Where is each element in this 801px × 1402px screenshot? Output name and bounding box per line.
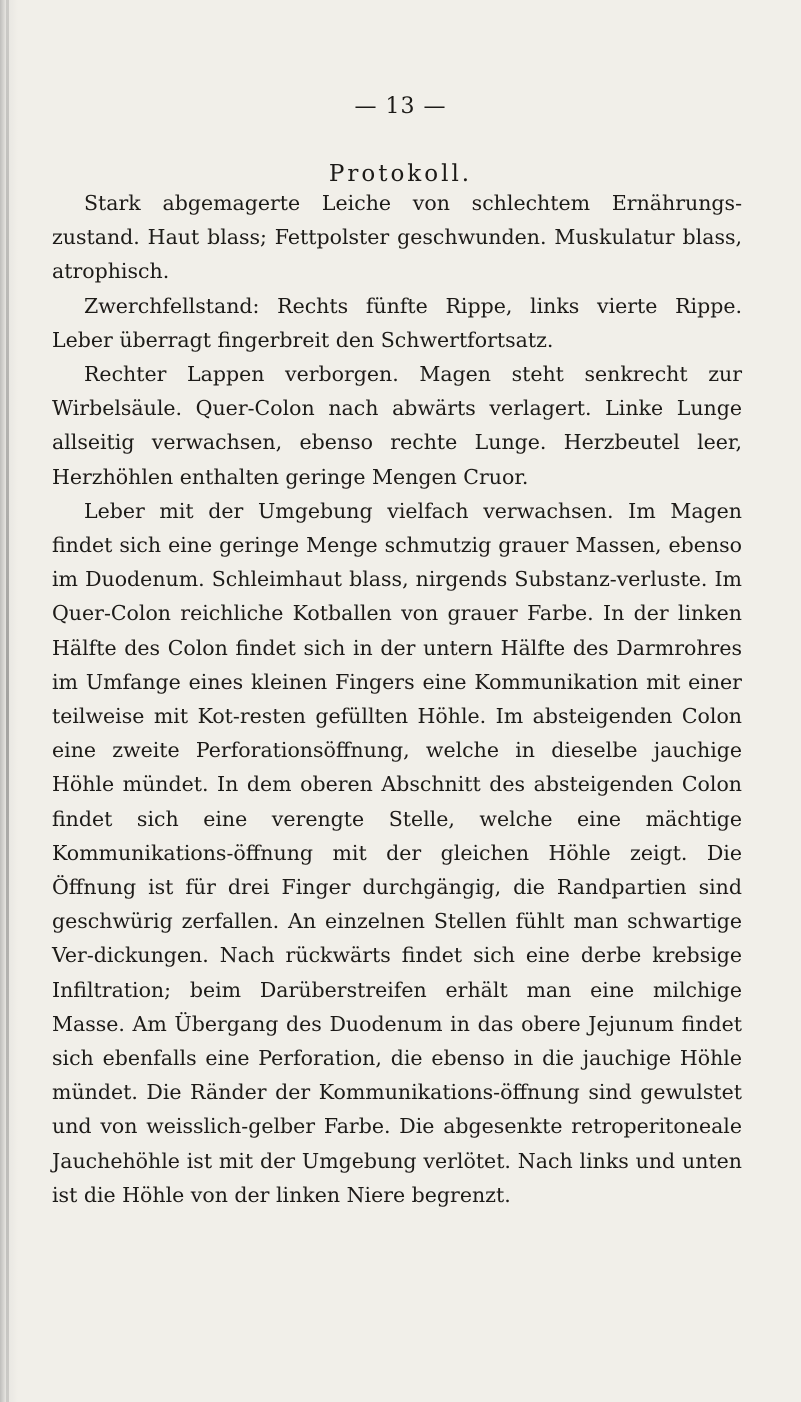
paragraph: Stark abgemagerte Leiche von schlechtem Ernährungs-zustand. Haut blass; Fettpolster geschwunden. Muskulatur blass, atrophisch. (52, 191, 742, 284)
paragraph: Leber mit der Umgebung vielfach verwachsen. Im Magen findet sich eine geringe Menge schmutzig grauer Massen, ebenso im Duodenum. Schleimhaut blass, nirgends Substanz-verluste. Im Quer-Colon reichliche Kotballen von grauer Farbe. In der linken Hälfte des Colon findet sich in der untern Hälfte des Darmrohres im Umfange eines kleinen Fingers eine Kommunikation mit einer teilweise mit Kot-resten gefüllten Höhle. Im absteigenden Colon eine zweite Perforationsöffnung, welche in dieselbe jauchige Höhle mündet. In dem oberen Abschnitt des absteigenden Colon findet sich eine verengte Stelle, welche eine mächtige Kommunikations-öffnung mit der gleichen Höhle zeigt. Die Öffnung ist für drei Finger durchgängig, die Randpartien sind geschwürig zerfallen. An einzelnen Stellen fühlt man schwartige Ver-dickungen. Nach rückwärts findet sich eine derbe krebsige Infiltration; beim Darüberstreifen erhält man eine milchige Masse. Am Übergang des Duodenum in das obere Jejunum findet sich ebenfalls eine Perforation, die ebenso in die jauchige Höhle mündet. Die Ränder der Kommunikations-öffnung sind gewulstet und von weisslich-gelber Farbe. Die abgesenkte retroperitoneale Jauchehöhle ist mit der Umgebung verlötet. Nach links und unten ist die Höhle von der linken Niere begrenzt. (52, 498, 742, 1207)
page-binding-edge (6, 0, 9, 1402)
paragraph: Zwerchfellstand: Rechts fünfte Rippe, links vierte Rippe. Leber überragt fingerbreit den Schwertfortsatz. (52, 293, 742, 352)
page-number: — 13 — (354, 94, 447, 119)
paragraph: Rechter Lappen verborgen. Magen steht senkrecht zur Wirbelsäule. Quer-Colon nach abwärts verlagert. Linke Lunge allseitig verwachsen, ebenso rechte Lunge. Herzbeutel leer, Herzhöhlen enthalten geringe Mengen Cruor. (52, 362, 742, 489)
section-heading: Protokoll. (328, 161, 473, 187)
body-text (52, 186, 742, 1212)
